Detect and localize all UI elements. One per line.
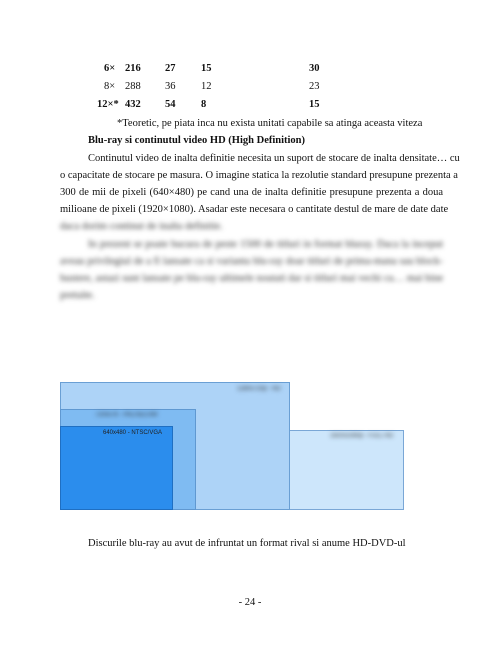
section-heading: Blu-ray si continutul video HD (High Definition) [88,135,306,146]
table-cell: 8× [104,81,116,92]
paragraph-line: milioane de pixeli (1920×1080). Asadar este necesara o cantitate destul de mare de date date [60,204,449,215]
full-hd-label: 1920x1080p - FULL HD [330,433,394,439]
page-number: - 24 - [238,597,262,608]
table-cell: 15 [309,99,320,110]
vga-rect [60,426,173,510]
table-cell: 432 [125,99,141,110]
paragraph-line: daca dorim continut de inalta definitie. [60,221,223,232]
paragraph-line: 300 de mii de pixeli (640×480) pe cand una de inalta definitie presupune prezenta a doua [60,187,443,198]
paragraph-line: Continutul video de inalta definitie necesita un suport de stocare de inalta densitate… cu [88,153,460,164]
paragraph-line: aveau privilegiul de a fi lansate ca si varianta blu-ray doar titluri de prima-mana sau block- [60,256,443,267]
table-cell: 12 [201,81,212,92]
table-cell: 36 [165,81,176,92]
table-footnote: *Teoretic, pe piata inca nu exista unitati capabile sa atinga aceasta viteza [117,118,423,129]
paragraph-line: bustere, astazi sunt lansate pe blu-ray ultimele noutati dar si titluri mai vechi cu… mai bine [60,273,444,284]
table-cell: 6× [104,63,116,74]
hd-label: 1280x720p - HD [237,386,281,392]
table-cell: 27 [165,63,176,74]
paragraph-line: o capacitate de stocare pe masura. O imagine statica la rezolutie standard presupune prezenta a [60,170,458,181]
pal-label: 720x576 - PAL/SECAM [95,412,158,418]
table-cell: 12×* [97,99,119,110]
table-cell: 23 [309,81,320,92]
figure-caption: Discurile blu-ray au avut de infruntat un format rival si anume HD-DVD-ul [88,538,406,549]
table-cell: 15 [201,63,212,74]
table-cell: 8 [201,99,207,110]
table-cell: 54 [165,99,176,110]
table-cell: 288 [125,81,141,92]
table-cell: 216 [125,63,141,74]
paragraph-line: In prezent se poate bucura de peste 1500 de titluri in format bluray. Daca la inceput [88,239,443,250]
vga-label: 640x480 - NTSC/VGA [103,430,163,436]
table-cell: 30 [309,63,320,74]
paragraph-line: pretuite. [60,290,95,301]
